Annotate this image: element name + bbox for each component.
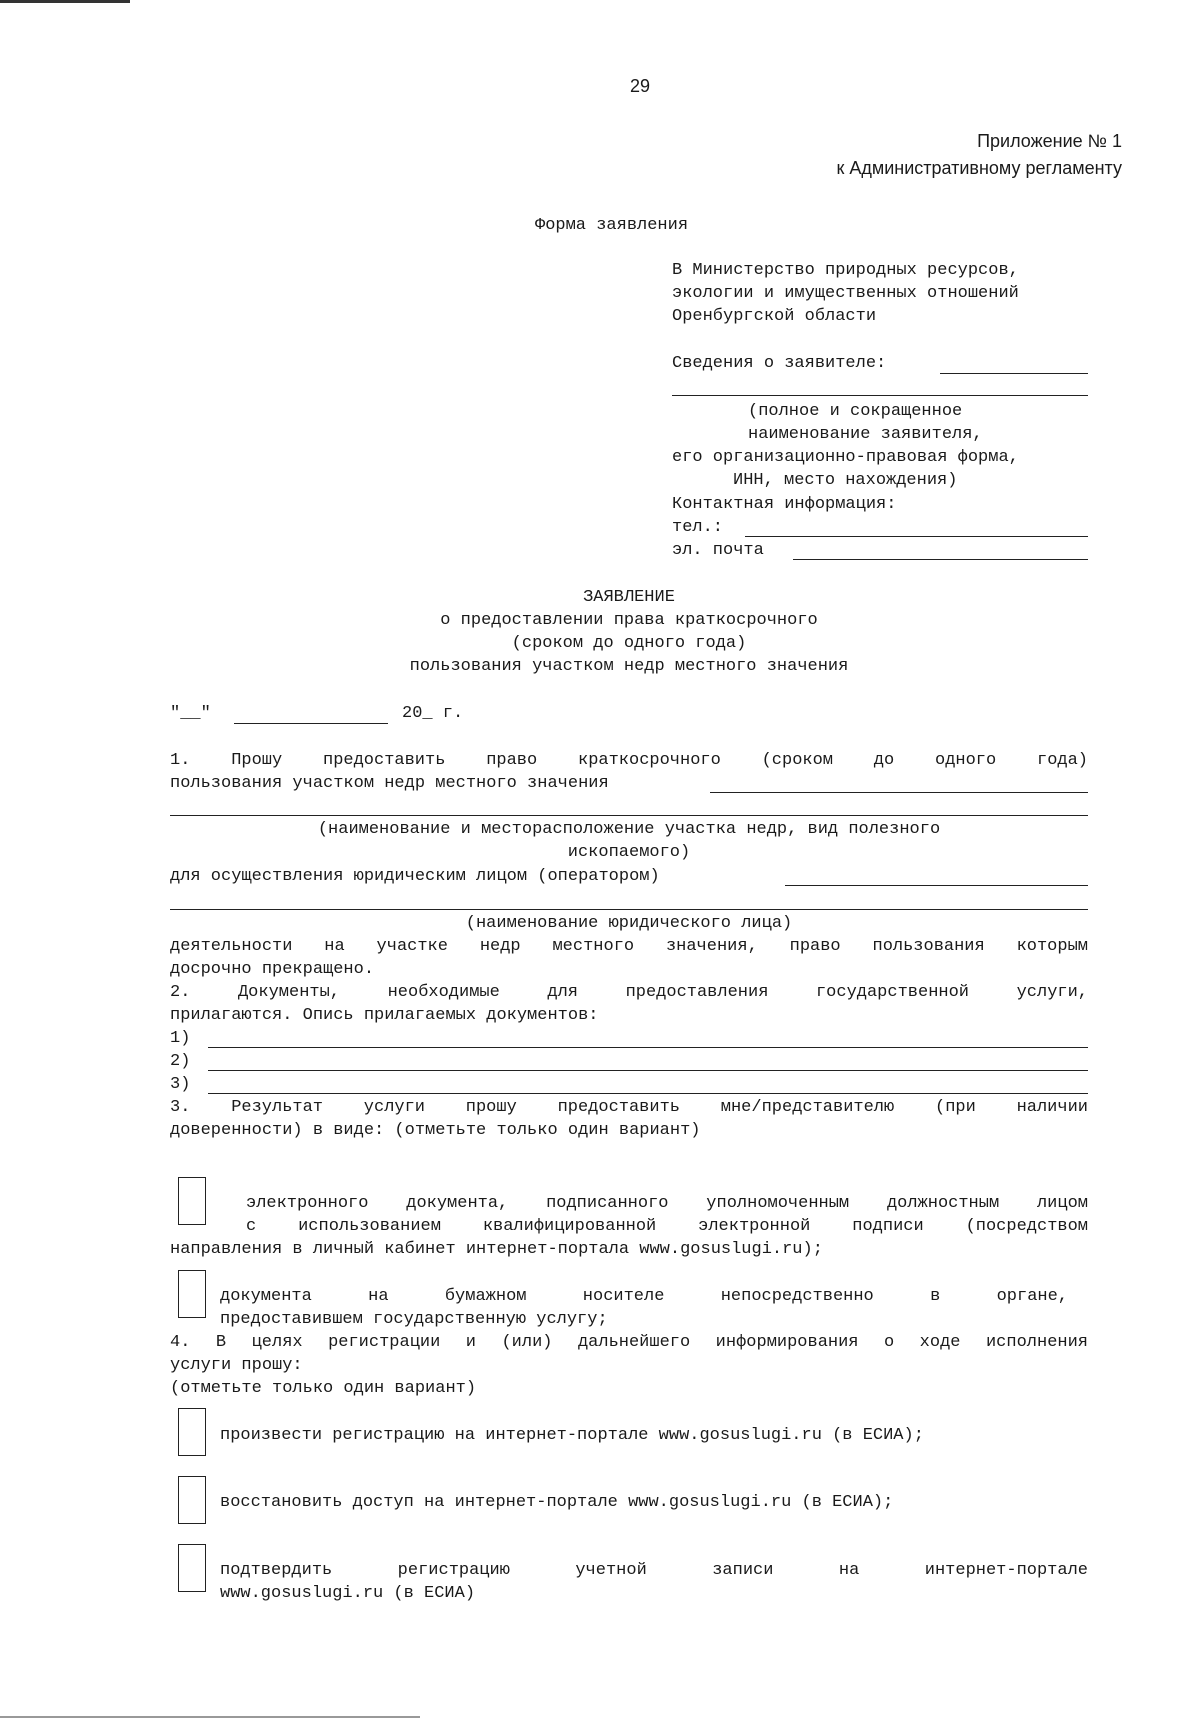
applicant-caption-4: ИНН, место нахождения): [733, 471, 958, 490]
item1-operator-line: для осуществления юридическим лицом (оператором): [170, 867, 660, 886]
item1-line-2: пользования участком недр местного значения: [170, 774, 609, 793]
phone-label: тел.:: [672, 518, 724, 537]
item1-line-4: досрочно прекращено.: [170, 960, 375, 979]
item4-line-3: (отметьте только один вариант): [170, 1379, 477, 1398]
register-option-label: произвести регистрацию на интернет-портале www.gosuslugi.ru (в ЕСИА);: [220, 1426, 924, 1445]
date-day: "__": [170, 704, 211, 723]
addressee-line-1: В Министерство природных ресурсов,: [672, 261, 1019, 280]
operator-field[interactable]: [785, 885, 1088, 886]
item1-caption-1: (наименование и месторасположение участка недр, вид полезного: [317, 820, 941, 839]
statement-subtitle-1: о предоставлении права краткосрочного: [440, 611, 818, 630]
item2-line-1: 2. Документы, необходимые для предоставления государственной услуги,: [170, 983, 1088, 1002]
applicant-caption-1: (полное и сокращенное: [748, 402, 963, 421]
item4-line-2: услуги прошу:: [170, 1356, 303, 1375]
doc-item-3-field[interactable]: [208, 1093, 1088, 1094]
page-number: 29: [630, 76, 651, 96]
item2-line-2: прилагаются. Опись прилагаемых документов:: [170, 1006, 599, 1025]
doc-item-2-field[interactable]: [208, 1070, 1088, 1071]
item1-line-1: 1. Прошу предоставить право краткосрочного (сроком до одного года): [170, 751, 1088, 770]
phone-field[interactable]: [745, 536, 1088, 537]
item3-line-2: доверенности) в виде: (отметьте только один вариант): [170, 1121, 701, 1140]
statement-title: ЗАЯВЛЕНИЕ: [583, 588, 675, 607]
appendix-line-1: Приложение № 1: [977, 131, 1122, 151]
applicant-caption-3: его организационно-правовая форма,: [672, 448, 1019, 467]
email-label: эл. почта: [672, 541, 764, 560]
doc-item-2-label: 2): [170, 1052, 191, 1071]
subsoil-plot-field-2[interactable]: [170, 815, 1088, 816]
scan-edge-top: [0, 0, 130, 3]
item1-caption-3: (наименование юридического лица): [465, 914, 793, 933]
appendix-line-2: к Административному регламенту: [836, 158, 1122, 178]
doc-item-3-label: 3): [170, 1075, 191, 1094]
applicant-caption-2: наименование заявителя,: [748, 425, 983, 444]
restore-access-checkbox[interactable]: [178, 1476, 206, 1524]
confirm-registration-line-2: www.gosuslugi.ru (в ЕСИА): [220, 1584, 476, 1603]
register-checkbox[interactable]: [178, 1408, 206, 1456]
subsoil-plot-field[interactable]: [710, 792, 1088, 793]
result-electronic-checkbox[interactable]: [178, 1177, 206, 1225]
date-year: 20_ г.: [402, 704, 464, 723]
scan-edge-bottom: [0, 1716, 420, 1718]
confirm-registration-checkbox[interactable]: [178, 1544, 206, 1592]
doc-item-1-label: 1): [170, 1029, 191, 1048]
date-month-field[interactable]: [234, 723, 388, 724]
operator-field-2[interactable]: [170, 909, 1088, 910]
applicant-info-label: Сведения о заявителе:: [672, 354, 887, 373]
item1-line-3: деятельности на участке недр местного значения, право пользования которым: [170, 937, 1088, 956]
result-paper-checkbox[interactable]: [178, 1270, 206, 1318]
result-paper-line-2: предоставившем государственную услугу;: [220, 1310, 608, 1329]
item3-line-1: 3. Результат услуги прошу предоставить мне/представителю (при наличии: [170, 1098, 1088, 1117]
contact-info-label: Контактная информация:: [672, 495, 897, 514]
addressee-line-2: экологии и имущественных отношений: [672, 284, 1019, 303]
item4-line-1: 4. В целях регистрации и (или) дальнейшего информирования о ходе исполнения: [170, 1333, 1088, 1352]
applicant-name-field[interactable]: [672, 395, 1088, 396]
addressee-line-3: Оренбургской области: [672, 307, 877, 326]
result-electronic-line-2: с использованием квалифицированной электронной подписи (посредством: [246, 1217, 1088, 1236]
form-title: Форма заявления: [535, 216, 689, 235]
applicant-info-field[interactable]: [940, 373, 1088, 374]
doc-item-1-field[interactable]: [208, 1047, 1088, 1048]
result-electronic-line-1: электронного документа, подписанного уполномоченным должностным лицом: [246, 1194, 1088, 1213]
result-paper-line-1: документа на бумажном носителе непосредственно в органе,: [220, 1287, 1068, 1306]
result-electronic-line-3: направления в личный кабинет интернет-портала www.gosuslugi.ru);: [170, 1240, 823, 1259]
email-field[interactable]: [793, 559, 1088, 560]
statement-subtitle-2: (сроком до одного года): [511, 634, 747, 653]
confirm-registration-line-1: подтвердить регистрацию учетной записи на интернет-портале: [220, 1561, 1088, 1580]
restore-access-option-label: восстановить доступ на интернет-портале www.gosuslugi.ru (в ЕСИА);: [220, 1493, 894, 1512]
item1-caption-2: ископаемого): [567, 843, 691, 862]
statement-subtitle-3: пользования участком недр местного значения: [409, 657, 849, 676]
